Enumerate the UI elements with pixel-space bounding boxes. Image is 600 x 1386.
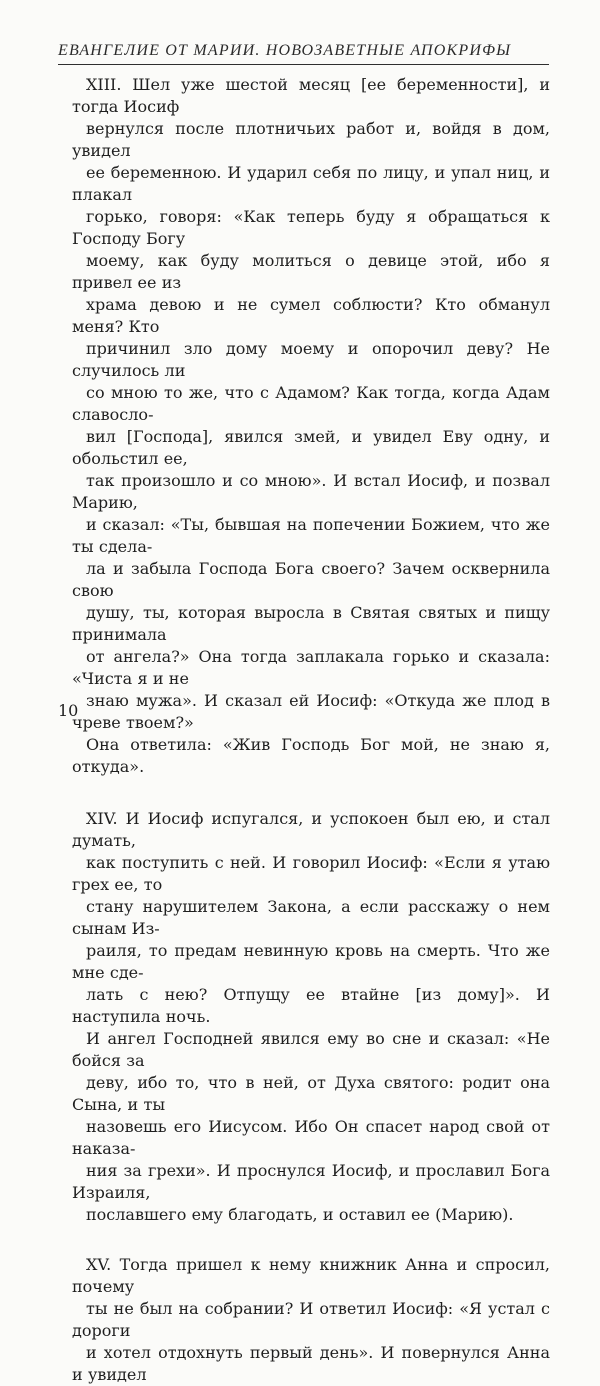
paragraph-line: причинил зло дому моему и опорочил деву? Не случилось ли [72, 339, 550, 380]
paragraph-line: от ангела?» Она тогда заплакала горько и сказала: «Чиста я и не [72, 647, 550, 688]
running-header: ЕВАНГЕЛИЕ ОТ МАРИИ. НОВОЗАВЕТНЫЕ АПОКРИФЫ [58, 42, 512, 59]
paragraph-line: знаю мужа». И сказал ей Иосиф: «Откуда же плод в чреве твоем?» [72, 691, 550, 732]
paragraph-line: XIV. И Иосиф испугался, и успокоен был ею, и стал думать, [72, 809, 550, 850]
paragraph-line: и хотел отдохнуть первый день». И повернулся Анна и увидел [72, 1343, 550, 1384]
paragraph-line: лать с нею? Отпущу ее втайне [из дому]». И наступила ночь. [72, 985, 550, 1026]
paragraph-line: храма девою и не сумел соблюсти? Кто обманул меня? Кто [72, 295, 550, 336]
paragraph-line: ты не был на собрании? И ответил Иосиф: «Я устал с дороги [72, 1299, 550, 1340]
page-content [72, 74, 550, 1386]
paragraph-line: так произошло и со мною». И встал Иосиф, и позвал Марию, [72, 471, 550, 512]
paragraph-line: моему, как буду молиться о девице этой, ибо я привел ее из [72, 251, 550, 292]
page-number: 10 [58, 701, 79, 720]
paragraph-line: XV. Тогда пришел к нему книжник Анна и спросил, почему [72, 1255, 550, 1296]
paragraph-xiv [72, 808, 550, 1226]
paragraph-line: как поступить с ней. И говорил Иосиф: «Если я утаю грех ее, то [72, 853, 550, 894]
paragraph-line: назовешь его Иисусом. Ибо Он спасет народ свой от наказа- [72, 1117, 550, 1158]
header-rule [58, 64, 549, 65]
paragraph-line: со мною то же, что с Адамом? Как тогда, когда Адам славосло- [72, 383, 550, 424]
paragraph-line: ла и забыла Господа Бога своего? Зачем осквернила свою [72, 559, 550, 600]
paragraph-line: ее беременною. И ударил себя по лицу, и упал ниц, и плакал [72, 163, 550, 204]
paragraph-line: и сказал: «Ты, бывшая на попечении Божием, что же ты сдела- [72, 515, 550, 556]
paragraph-line: И ангел Господней явился ему во сне и сказал: «Не бойся за [72, 1029, 550, 1070]
paragraph-line: стану нарушителем Закона, а если расскажу о нем сынам Из- [72, 897, 550, 938]
paragraph-line: душу, ты, которая выросла в Святая святых и пищу принимала [72, 603, 550, 644]
paragraph-line: горько, говоря: «Как теперь буду я обращаться к Господу Богу [72, 207, 550, 248]
paragraph-line: XIII. Шел уже шестой месяц [ее беременности], и тогда Иосиф [72, 75, 550, 116]
paragraph-line: пославшего ему благодать, и оставил ее (Марию). [86, 1205, 514, 1224]
paragraph-line: вернулся после плотничьих работ и, войдя в дом, увидел [72, 119, 550, 160]
paragraph-line: Она ответила: «Жив Господь Бог мой, не знаю я, откуда». [72, 735, 550, 776]
paragraph-line: вил [Господа], явился змей, и увидел Еву одну, и обольстил ее, [72, 427, 550, 468]
paragraph-xv [72, 1254, 550, 1386]
paragraph-line: ния за грехи». И проснулся Иосиф, и прославил Бога Израиля, [72, 1161, 550, 1202]
paragraph-line: деву, ибо то, что в ней, от Духа святого: родит она Сына, и ты [72, 1073, 550, 1114]
paragraph-line: раиля, то предам невинную кровь на смерть. Что же мне сде- [72, 941, 550, 982]
paragraph-xiii [72, 74, 550, 778]
